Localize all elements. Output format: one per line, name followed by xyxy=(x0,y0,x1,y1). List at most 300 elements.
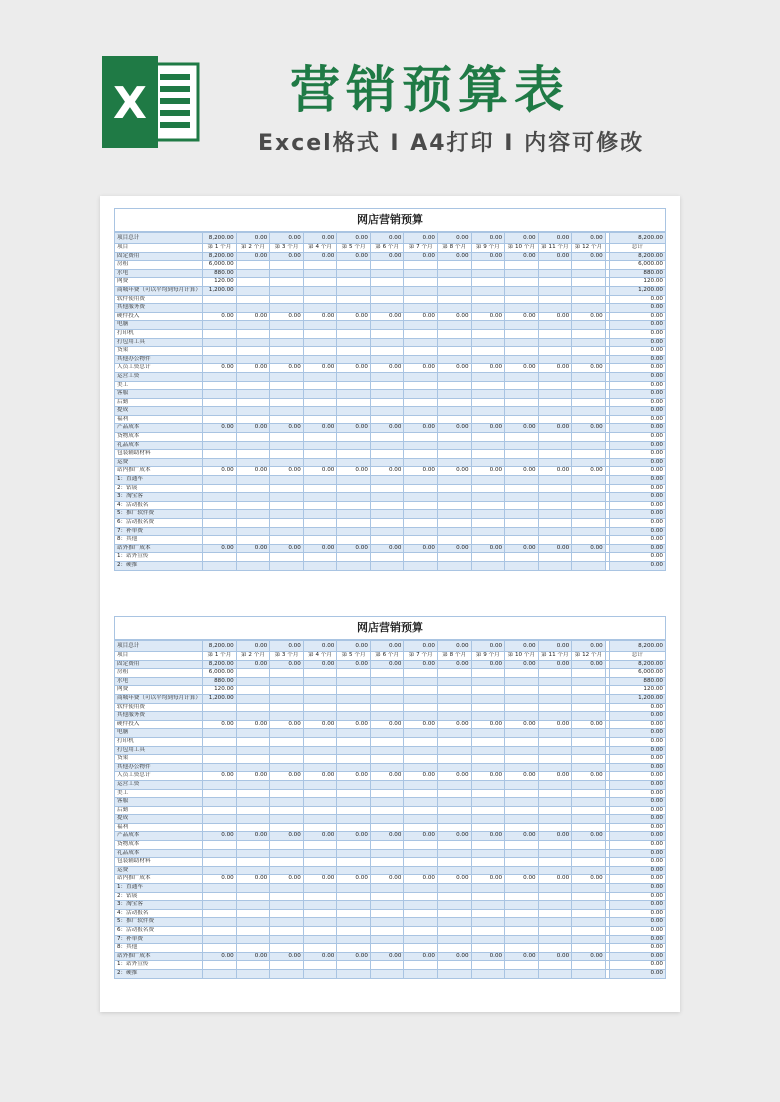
cell-value xyxy=(236,737,270,746)
row-total: 0.00 xyxy=(609,755,665,764)
cell-value xyxy=(572,295,606,304)
row-label: 包装辅助材料 xyxy=(115,858,203,867)
table-row xyxy=(115,703,666,712)
cell-value xyxy=(505,746,539,755)
row-label: 站内推广成本 xyxy=(115,875,203,884)
cell-value xyxy=(370,909,404,918)
row-total: 0.00 xyxy=(609,501,665,510)
cell-value xyxy=(505,823,539,832)
row-label: 其他服务费 xyxy=(115,304,203,313)
cell-value xyxy=(337,737,371,746)
cell-value: 0.00 xyxy=(538,875,572,884)
cell-value xyxy=(538,798,572,807)
cell-value xyxy=(270,355,304,364)
cell-value xyxy=(437,372,471,381)
cell-value xyxy=(337,944,371,953)
cell-value xyxy=(337,746,371,755)
cell-value xyxy=(337,849,371,858)
cell-value: 6,000.00 xyxy=(203,261,237,270)
row-total: 0.00 xyxy=(609,493,665,502)
cell-value xyxy=(404,450,438,459)
header-row xyxy=(115,652,666,661)
cell-value: 0.00 xyxy=(471,424,505,433)
cell-value: 0.00 xyxy=(370,424,404,433)
column-header: 第 8 个月 xyxy=(437,652,471,661)
cell-value xyxy=(370,261,404,270)
table-row xyxy=(115,875,666,884)
cell-value xyxy=(437,961,471,970)
column-header: 第 7 个月 xyxy=(404,652,438,661)
cell-value xyxy=(471,969,505,978)
cell-value xyxy=(236,866,270,875)
cell-value xyxy=(404,918,438,927)
cell-value xyxy=(270,372,304,381)
cell-value xyxy=(236,295,270,304)
table-row xyxy=(115,278,666,287)
document-page xyxy=(100,196,680,1012)
cell-value: 0.00 xyxy=(337,875,371,884)
row-label: 1：站外宣传 xyxy=(115,961,203,970)
cell-value xyxy=(505,372,539,381)
cell-value xyxy=(404,372,438,381)
cell-value xyxy=(203,884,237,893)
cell-value xyxy=(337,901,371,910)
row-total: 0.00 xyxy=(609,561,665,570)
cell-value xyxy=(505,347,539,356)
column-header: 第 12 个月 xyxy=(572,652,606,661)
table-row xyxy=(115,841,666,850)
cell-value: 0.00 xyxy=(572,544,606,553)
table-row xyxy=(115,918,666,927)
table-row xyxy=(115,329,666,338)
cell-value xyxy=(203,458,237,467)
cell-value xyxy=(572,789,606,798)
cell-value xyxy=(404,944,438,953)
cell-value xyxy=(303,712,337,721)
cell-value xyxy=(337,269,371,278)
cell-value xyxy=(505,969,539,978)
cell-value xyxy=(270,553,304,562)
cell-value xyxy=(404,561,438,570)
cell-value xyxy=(303,909,337,918)
cell-value xyxy=(236,553,270,562)
cell-value: 0.00 xyxy=(303,467,337,476)
cell-value xyxy=(538,338,572,347)
cell-value xyxy=(337,519,371,528)
cell-value xyxy=(303,763,337,772)
cell-value: 0.00 xyxy=(471,952,505,961)
cell-value xyxy=(337,703,371,712)
cell-value xyxy=(471,866,505,875)
cell-value xyxy=(270,841,304,850)
cell-value xyxy=(437,433,471,442)
cell-value xyxy=(203,519,237,528)
cell-value xyxy=(572,806,606,815)
cell-value xyxy=(505,458,539,467)
cell-value: 0.00 xyxy=(370,364,404,373)
cell-value xyxy=(538,918,572,927)
cell-value xyxy=(370,901,404,910)
cell-value xyxy=(572,261,606,270)
cell-value xyxy=(437,892,471,901)
cell-value: 0.00 xyxy=(437,952,471,961)
cell-value xyxy=(303,441,337,450)
row-total: 0.00 xyxy=(609,536,665,545)
cell-value xyxy=(203,798,237,807)
row-total: 0.00 xyxy=(609,458,665,467)
cell-value xyxy=(370,763,404,772)
cell-value xyxy=(303,561,337,570)
cell-value xyxy=(505,755,539,764)
cell-value xyxy=(538,944,572,953)
cell-value xyxy=(370,806,404,815)
cell-value xyxy=(236,677,270,686)
row-total: 0.00 xyxy=(609,347,665,356)
row-label: 提成 xyxy=(115,407,203,416)
cell-value xyxy=(337,798,371,807)
cell-value xyxy=(337,561,371,570)
cell-value xyxy=(236,729,270,738)
cell-value xyxy=(203,918,237,927)
cell-value: 0.00 xyxy=(370,312,404,321)
cell-value xyxy=(505,561,539,570)
cell-value xyxy=(270,295,304,304)
cell-value xyxy=(303,261,337,270)
cell-value xyxy=(270,269,304,278)
cell-value xyxy=(236,510,270,519)
row-label: 5：推广软件费 xyxy=(115,510,203,519)
table-row xyxy=(115,660,666,669)
cell-value xyxy=(471,458,505,467)
cell-value xyxy=(236,338,270,347)
row-total: 0.00 xyxy=(609,892,665,901)
row-label: 运营工资 xyxy=(115,780,203,789)
row-label: 项目总计 xyxy=(115,233,203,244)
cell-value: 0.00 xyxy=(505,544,539,553)
cell-value xyxy=(404,755,438,764)
row-total: 0.00 xyxy=(609,338,665,347)
cell-value xyxy=(404,815,438,824)
cell-value xyxy=(236,763,270,772)
cell-value xyxy=(505,927,539,936)
cell-value xyxy=(270,763,304,772)
cell-value xyxy=(270,433,304,442)
cell-value xyxy=(437,519,471,528)
cell-value xyxy=(203,441,237,450)
cell-value xyxy=(270,338,304,347)
column-header: 第 6 个月 xyxy=(370,652,404,661)
cell-value xyxy=(203,841,237,850)
cell-value xyxy=(203,892,237,901)
cell-value xyxy=(538,355,572,364)
cell-value: 0.00 xyxy=(303,424,337,433)
row-total: 0.00 xyxy=(609,866,665,875)
cell-value xyxy=(538,746,572,755)
cell-value xyxy=(505,694,539,703)
cell-value xyxy=(270,798,304,807)
cell-value xyxy=(370,372,404,381)
table-row xyxy=(115,510,666,519)
cell-value: 0.00 xyxy=(303,252,337,261)
cell-value xyxy=(471,746,505,755)
cell-value xyxy=(270,381,304,390)
cell-value: 0.00 xyxy=(538,467,572,476)
cell-value xyxy=(303,304,337,313)
cell-value xyxy=(337,458,371,467)
cell-value xyxy=(471,755,505,764)
cell-value xyxy=(270,450,304,459)
row-total: 0.00 xyxy=(609,519,665,528)
cell-value xyxy=(337,841,371,850)
row-label: 硬件投入 xyxy=(115,720,203,729)
cell-value xyxy=(203,901,237,910)
row-total: 0.00 xyxy=(609,364,665,373)
cell-value xyxy=(203,338,237,347)
cell-value xyxy=(404,780,438,789)
cell-value xyxy=(370,278,404,287)
cell-value xyxy=(370,415,404,424)
cell-value xyxy=(370,961,404,970)
cell-value xyxy=(505,884,539,893)
cell-value xyxy=(337,909,371,918)
cell-value xyxy=(437,849,471,858)
cell-value xyxy=(370,780,404,789)
cell-value xyxy=(270,441,304,450)
cell-value xyxy=(303,450,337,459)
cell-value xyxy=(437,686,471,695)
cell-value: 0.00 xyxy=(337,544,371,553)
row-label: 福利 xyxy=(115,415,203,424)
sheet-title: 网店营销预算 xyxy=(114,208,666,232)
cell-value xyxy=(337,338,371,347)
cell-value xyxy=(505,763,539,772)
cell-value xyxy=(270,969,304,978)
cell-value xyxy=(270,527,304,536)
cell-value xyxy=(437,712,471,721)
cell-value xyxy=(471,433,505,442)
cell-value xyxy=(236,935,270,944)
cell-value xyxy=(437,510,471,519)
cell-value: 0.00 xyxy=(404,233,438,244)
cell-value: 0.00 xyxy=(572,424,606,433)
row-label: 客服 xyxy=(115,390,203,399)
cell-value xyxy=(270,476,304,485)
cell-value xyxy=(538,815,572,824)
cell-value: 0.00 xyxy=(236,467,270,476)
cell-value xyxy=(370,458,404,467)
column-header: 第 2 个月 xyxy=(236,652,270,661)
row-label: 7：补单费 xyxy=(115,527,203,536)
cell-value xyxy=(370,789,404,798)
row-label: 站内推广成本 xyxy=(115,467,203,476)
cell-value xyxy=(203,780,237,789)
cell-value: 0.00 xyxy=(337,252,371,261)
cell-value: 0.00 xyxy=(572,641,606,652)
cell-value xyxy=(404,321,438,330)
cell-value xyxy=(203,304,237,313)
table-row xyxy=(115,832,666,841)
cell-value xyxy=(471,510,505,519)
cell-value xyxy=(370,729,404,738)
cell-value xyxy=(303,347,337,356)
cell-value xyxy=(505,841,539,850)
cell-value xyxy=(203,493,237,502)
row-label: 固定费用 xyxy=(115,660,203,669)
cell-value xyxy=(370,561,404,570)
row-total: 0.00 xyxy=(609,355,665,364)
cell-value xyxy=(236,841,270,850)
cell-value xyxy=(437,501,471,510)
cell-value xyxy=(337,892,371,901)
cell-value xyxy=(505,407,539,416)
cell-value xyxy=(437,755,471,764)
row-total: 0.00 xyxy=(609,841,665,850)
cell-value xyxy=(471,694,505,703)
cell-value xyxy=(337,329,371,338)
budget-table xyxy=(114,232,666,571)
cell-value xyxy=(471,944,505,953)
cell-value xyxy=(236,746,270,755)
cell-value xyxy=(337,927,371,936)
cell-value: 0.00 xyxy=(236,312,270,321)
cell-value xyxy=(337,510,371,519)
cell-value: 0.00 xyxy=(236,772,270,781)
row-total: 0.00 xyxy=(609,703,665,712)
cell-value xyxy=(572,519,606,528)
table-row xyxy=(115,415,666,424)
cell-value xyxy=(303,476,337,485)
cell-value xyxy=(203,295,237,304)
cell-value xyxy=(505,677,539,686)
cell-value xyxy=(270,510,304,519)
cell-value xyxy=(538,493,572,502)
cell-value xyxy=(370,519,404,528)
table-row xyxy=(115,312,666,321)
cell-value xyxy=(572,510,606,519)
cell-value xyxy=(505,338,539,347)
cell-value xyxy=(538,935,572,944)
row-total: 0.00 xyxy=(609,304,665,313)
cell-value xyxy=(370,527,404,536)
cell-value xyxy=(437,858,471,867)
cell-value xyxy=(505,286,539,295)
cell-value xyxy=(270,321,304,330)
table-row xyxy=(115,927,666,936)
cell-value xyxy=(572,849,606,858)
cell-value xyxy=(471,519,505,528)
cell-value xyxy=(236,858,270,867)
cell-value xyxy=(370,712,404,721)
table-row xyxy=(115,780,666,789)
cell-value xyxy=(404,476,438,485)
cell-value xyxy=(404,493,438,502)
column-header: 第 6 个月 xyxy=(370,244,404,253)
cell-value xyxy=(437,737,471,746)
cell-value xyxy=(404,841,438,850)
cell-value: 0.00 xyxy=(203,312,237,321)
cell-value xyxy=(203,415,237,424)
sheet-title: 网店营销预算 xyxy=(114,616,666,640)
row-label: 3：淘宝客 xyxy=(115,493,203,502)
cell-value xyxy=(505,527,539,536)
column-header: 项目 xyxy=(115,244,203,253)
table-row xyxy=(115,433,666,442)
cell-value: 0.00 xyxy=(303,660,337,669)
cell-value xyxy=(505,261,539,270)
cell-value xyxy=(337,553,371,562)
column-header: 总计 xyxy=(609,244,665,253)
row-label: 人员工资总计 xyxy=(115,772,203,781)
cell-value xyxy=(538,536,572,545)
cell-value xyxy=(437,780,471,789)
cell-value xyxy=(203,501,237,510)
row-total: 0.00 xyxy=(609,746,665,755)
cell-value xyxy=(370,884,404,893)
cell-value xyxy=(572,780,606,789)
row-total: 0.00 xyxy=(609,832,665,841)
cell-value xyxy=(203,944,237,953)
column-header: 第 3 个月 xyxy=(270,244,304,253)
table-row xyxy=(115,527,666,536)
table-row xyxy=(115,441,666,450)
row-total: 0.00 xyxy=(609,901,665,910)
row-total: 0.00 xyxy=(609,849,665,858)
table-row xyxy=(115,286,666,295)
cell-value xyxy=(437,815,471,824)
cell-value xyxy=(303,806,337,815)
cell-value xyxy=(370,686,404,695)
cell-value xyxy=(404,927,438,936)
cell-value xyxy=(337,780,371,789)
cell-value xyxy=(572,278,606,287)
cell-value xyxy=(538,737,572,746)
cell-value: 0.00 xyxy=(437,875,471,884)
cell-value xyxy=(404,935,438,944)
cell-value xyxy=(203,433,237,442)
cell-value: 0.00 xyxy=(572,720,606,729)
cell-value xyxy=(538,458,572,467)
cell-value xyxy=(471,347,505,356)
cell-value: 0.00 xyxy=(337,772,371,781)
cell-value xyxy=(370,536,404,545)
column-header: 总计 xyxy=(609,652,665,661)
cell-value xyxy=(337,278,371,287)
cell-value xyxy=(370,510,404,519)
table-row xyxy=(115,295,666,304)
cell-value xyxy=(538,553,572,562)
cell-value xyxy=(538,927,572,936)
row-label: 站外推广成本 xyxy=(115,544,203,553)
row-total: 0.00 xyxy=(609,424,665,433)
cell-value xyxy=(236,450,270,459)
cell-value xyxy=(538,433,572,442)
cell-value: 0.00 xyxy=(572,875,606,884)
row-label: 项目总计 xyxy=(115,641,203,652)
cell-value xyxy=(437,407,471,416)
cell-value: 0.00 xyxy=(203,832,237,841)
cell-value xyxy=(437,553,471,562)
cell-value xyxy=(203,806,237,815)
cell-value xyxy=(303,519,337,528)
cell-value xyxy=(572,961,606,970)
cell-value: 0.00 xyxy=(505,467,539,476)
cell-value: 0.00 xyxy=(236,660,270,669)
cell-value xyxy=(303,858,337,867)
cell-value xyxy=(203,849,237,858)
cell-value xyxy=(572,969,606,978)
cell-value xyxy=(505,961,539,970)
cell-value xyxy=(538,806,572,815)
